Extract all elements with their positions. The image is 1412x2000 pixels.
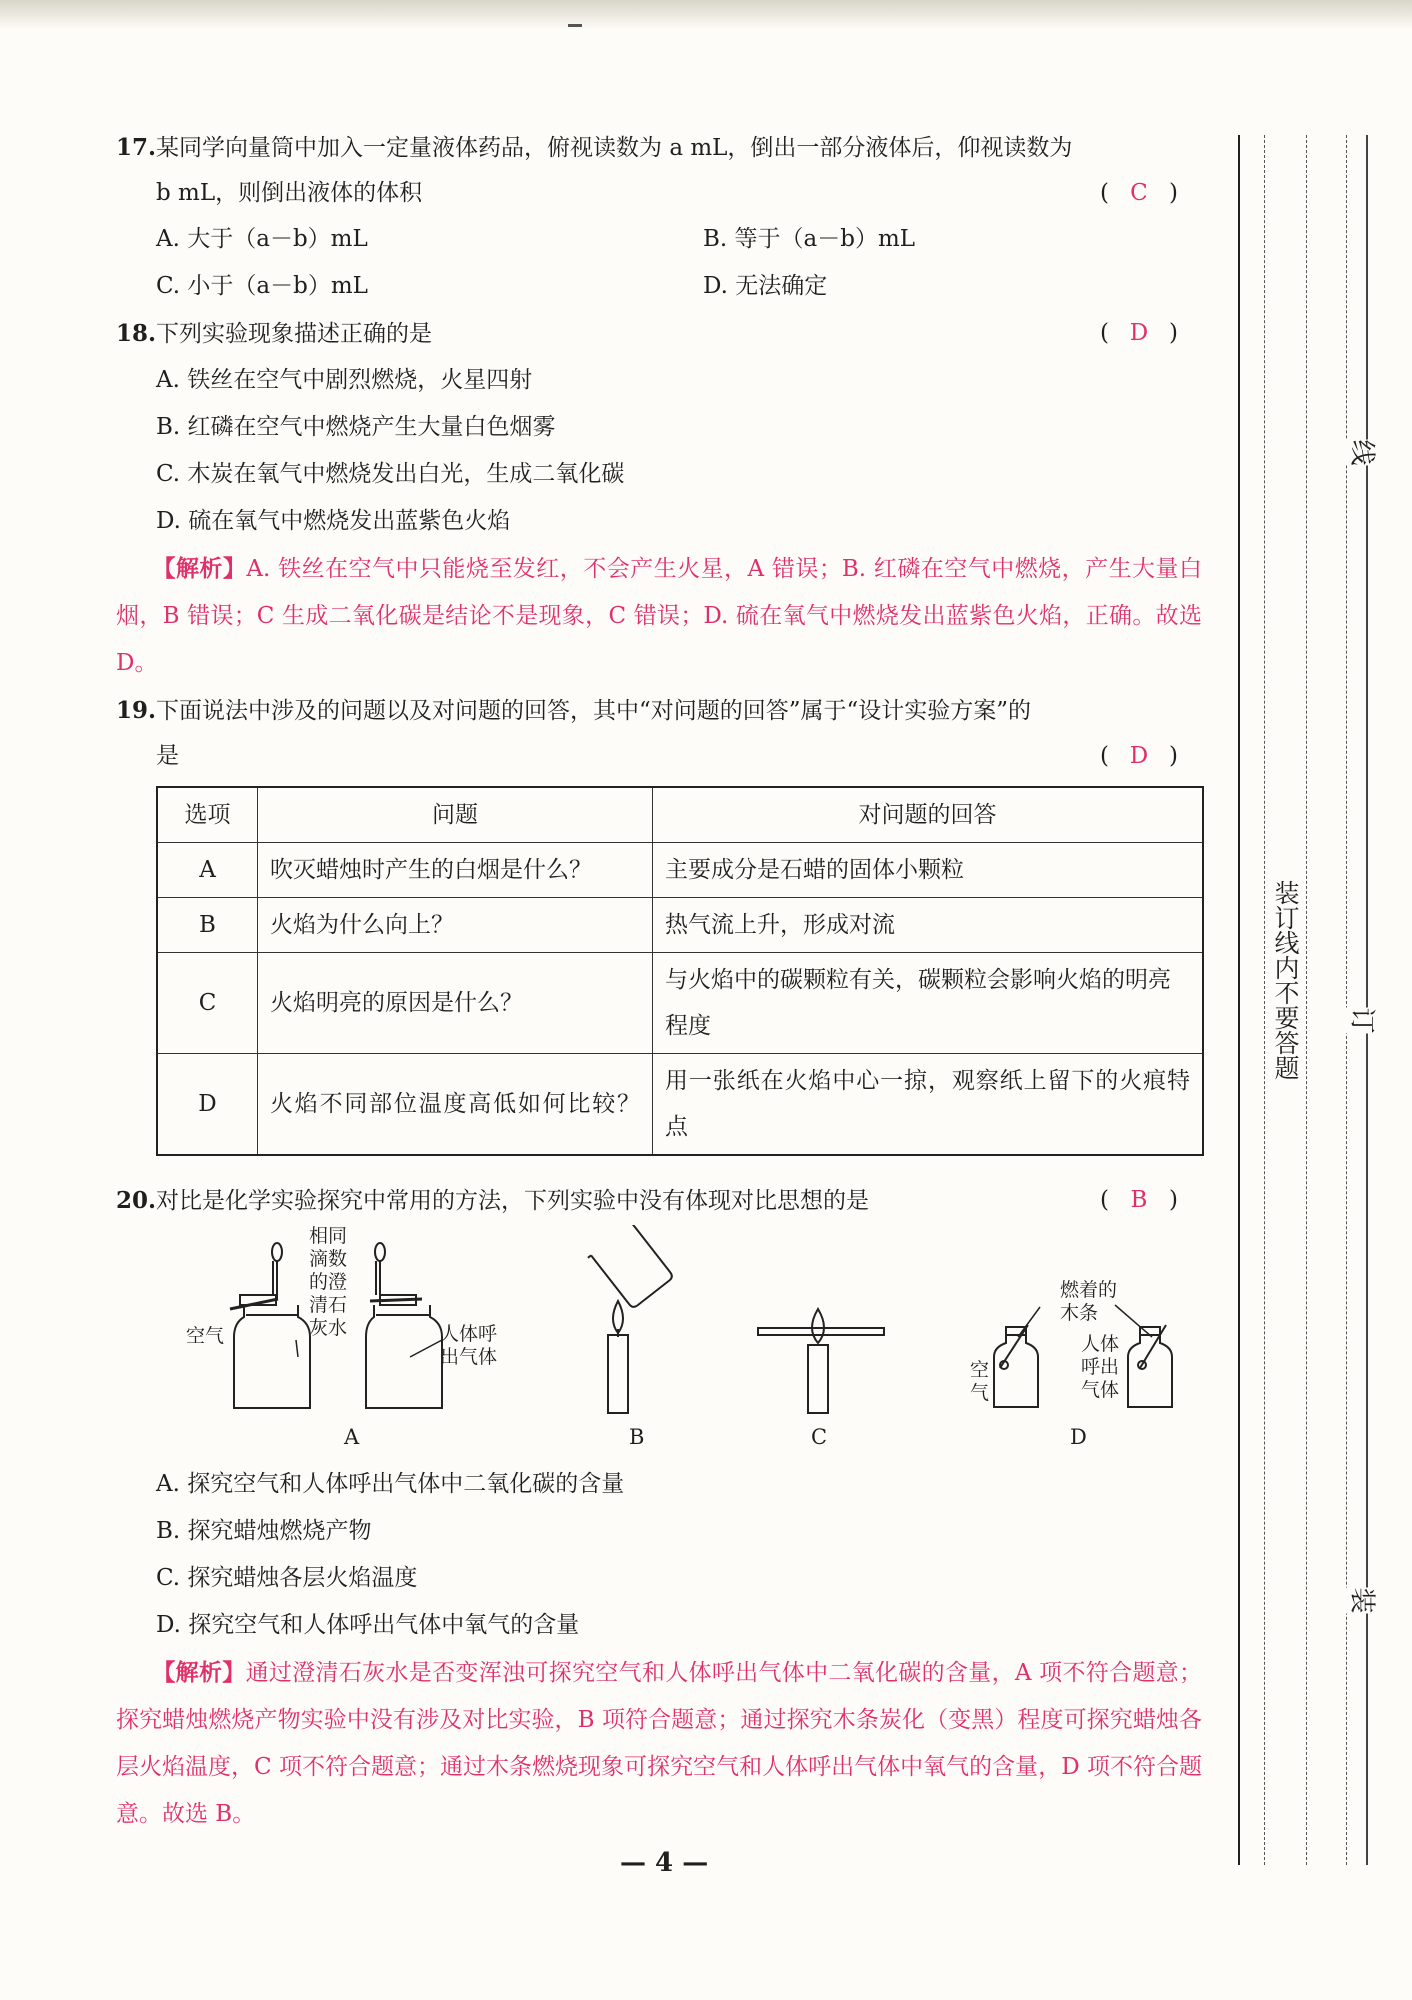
q17-stem-line2: b mL，则倒出液体的体积 (156, 180, 423, 206)
margin-dashed-line (1264, 135, 1265, 1865)
table-cell-question: 火焰为什么向上？ (258, 898, 653, 953)
dropper-left-drawing (272, 1243, 282, 1300)
q17-option-c: C. 小于（a－b）mL (156, 273, 368, 299)
table-row (157, 953, 1203, 1054)
q17-answer: C (1130, 180, 1148, 206)
d-breath-label: 人体呼出气体 (1080, 1333, 1119, 1401)
binding-note: 装订线内不要答题 (1271, 880, 1300, 1080)
jar-breath-drawing (366, 1295, 442, 1408)
q18-analysis (116, 545, 1202, 687)
table-header-question: 问题 (258, 787, 653, 843)
figure-label-b: B (629, 1425, 645, 1449)
q19-stem-text: 下面说法中涉及的问题以及对问题的回答，其中“对问题的回答”属于“设计实验方案”的 (156, 698, 1032, 724)
table-cell-question: 火焰不同部位温度高低如何比较？ (258, 1054, 653, 1156)
table-cell-answer: 主要成分是石蜡的固体小颗粒 (653, 843, 1204, 898)
table-cell-option: B (157, 898, 258, 953)
q18-answer: D (1129, 320, 1149, 346)
q20-answer-blank: ( B ) (1100, 1177, 1178, 1224)
q17-number: 17. (116, 134, 157, 161)
q20-stem-text: 对比是化学实验探究中常用的方法，下列实验中没有体现对比思想的是 (156, 1188, 870, 1214)
q20-option-a: A. 探究空气和人体呼出气体中二氧化碳的含量 (156, 1471, 625, 1497)
q17-option-d: D. 无法确定 (703, 273, 828, 299)
q20-analysis (116, 1649, 1202, 1838)
figure-label-d: D (1070, 1425, 1087, 1449)
table-cell-answer: 与火焰中的碳颗粒有关，碳颗粒会影响火焰的明亮程度 (653, 953, 1204, 1054)
q19-number: 19. (116, 697, 157, 724)
q20-stem (116, 1177, 869, 1225)
q17-answer-blank: ( C ) (1100, 170, 1178, 217)
table-cell-question: 火焰明亮的原因是什么？ (258, 953, 653, 1054)
q19-answer-blank: ( D ) (1100, 733, 1178, 780)
q20-answer: B (1130, 1187, 1148, 1213)
q20-option-d: D. 探究空气和人体呼出气体中氧气的含量 (156, 1612, 580, 1638)
q20-figure (160, 1225, 1200, 1455)
margin-solid-line (1238, 135, 1240, 1865)
table-row (157, 843, 1203, 898)
q18-analysis-text: A. 铁丝在空气中只能烧至发红，不会产生火星，A 错误；B. 红磷在空气中燃烧，产生大量白烟，B 错误；C 生成二氧化碳是结论不是现象，C 错误；D. 硫在氧气中燃烧发出蓝紫色火焰，正确。故选 D。 (116, 556, 1203, 676)
page-top-mark (568, 24, 582, 27)
q20-analysis-tag: 【解析】 (152, 1659, 246, 1686)
candle-c-drawing (808, 1309, 828, 1413)
q17-option-a: A. 大于（a－b）mL (156, 226, 368, 252)
margin-dashed-line (1306, 135, 1307, 1865)
q18-stem-text: 下列实验现象描述正确的是 (156, 321, 433, 347)
q17-stem-text: 某同学向量筒中加入一定量液体药品，俯视读数为 a mL，倒出一部分液体后，仰视读数为 (156, 135, 1073, 161)
q20-number: 20. (116, 1187, 157, 1214)
d-air-label: 空气 (970, 1359, 990, 1404)
table-header-answer: 对问题的回答 (653, 787, 1204, 843)
table-cell-answer: 热气流上升，形成对流 (653, 898, 1204, 953)
q18-option-a: A. 铁丝在空气中剧烈燃烧，火星四射 (156, 367, 533, 393)
table-header-option: 选项 (157, 787, 258, 843)
q18-option-b: B. 红磷在空气中燃烧产生大量白色烟雾 (156, 414, 556, 440)
q20-analysis-text: 通过澄清石灰水是否变浑浊可探究空气和人体呼出气体中二氧化碳的含量，A 项不符合题意；探究蜡烛燃烧产物实验中没有涉及对比实验，B 项符合题意；通过探究木条炭化（变黑）程度可探究蜡烛各层火焰温度，C 项不符合题意；通过木条燃烧现象可探究空气和人体呼出气体中氧气的含量，D 项不符合题意。故选 B。 (116, 1660, 1203, 1827)
q20-option-c: C. 探究蜡烛各层火焰温度 (156, 1565, 418, 1591)
page-number: — 4 — (620, 1848, 709, 1878)
wooden-stick-drawing (758, 1328, 884, 1335)
q18-analysis-tag: 【解析】 (152, 555, 247, 582)
table-header-row (157, 787, 1203, 843)
q19-stem-line2: 是 (156, 743, 179, 769)
q19-answer: D (1129, 743, 1149, 769)
q17-stem-line1 (116, 124, 1072, 172)
table-cell-option: D (157, 1054, 258, 1156)
table-row (157, 898, 1203, 953)
margin-bind-char: 装 (1342, 1587, 1387, 1613)
a-air-label: 空气 (186, 1325, 225, 1347)
q18-answer-blank: ( D ) (1100, 310, 1178, 357)
q18-option-c: C. 木炭在氧气中燃烧发出白光，生成二氧化碳 (156, 461, 625, 487)
inverted-beaker-drawing (588, 1225, 674, 1311)
q17-option-b: B. 等于（a－b）mL (703, 226, 916, 252)
figure-label-a: A (344, 1425, 360, 1449)
dropper-right-drawing (375, 1243, 385, 1300)
a-breath-label: 人体呼出气体 (440, 1323, 498, 1368)
q20-option-b: B. 探究蜡烛燃烧产物 (156, 1518, 372, 1544)
q18-number: 18. (116, 320, 157, 347)
bottle-air-drawing (994, 1325, 1038, 1407)
figure-label-c: C (811, 1425, 828, 1449)
q19-stem-line1 (116, 687, 1031, 735)
bottle-breath-drawing (1128, 1325, 1172, 1407)
a-drop-label: 相同滴数的澄清石灰水 (308, 1225, 347, 1339)
q18-stem (116, 310, 432, 358)
table-cell-answer: 用一张纸在火焰中心一掠，观察纸上留下的火痕特点 (653, 1054, 1204, 1156)
d-stick-label: 燃着的木条 (1060, 1279, 1118, 1324)
q19-table (156, 786, 1204, 1156)
page-top-edge (0, 0, 1412, 30)
margin-order-char: 订 (1342, 1007, 1387, 1033)
table-cell-question: 吹灭蜡烛时产生的白烟是什么？ (258, 843, 653, 898)
q18-option-d: D. 硫在氧气中燃烧发出蓝紫色火焰 (156, 508, 511, 534)
candle-b-drawing (608, 1301, 628, 1413)
table-cell-option: C (157, 953, 258, 1054)
margin-line-char: 线 (1342, 439, 1387, 465)
table-row (157, 1054, 1203, 1156)
table-cell-option: A (157, 843, 258, 898)
